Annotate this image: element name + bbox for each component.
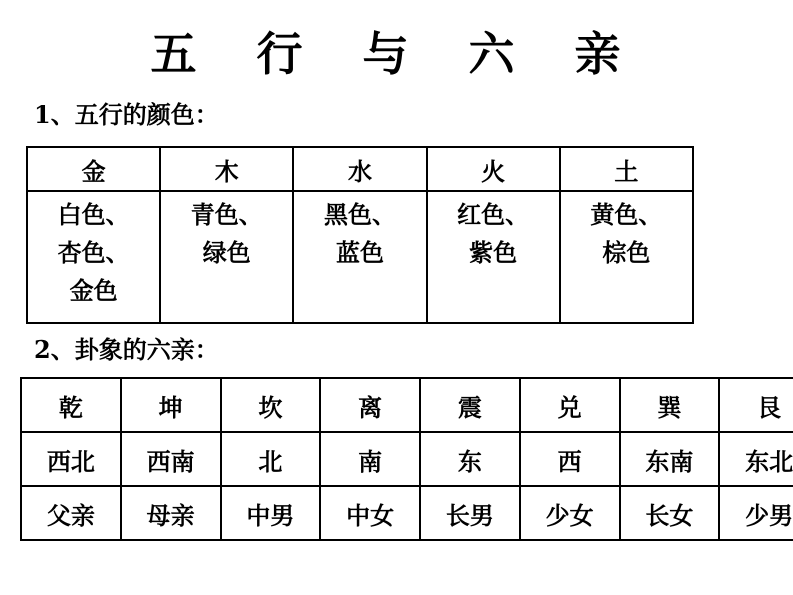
gua-cell: 坤 bbox=[121, 378, 221, 432]
colors-huo bbox=[427, 191, 560, 323]
element-huo: 火 bbox=[427, 147, 560, 191]
relative-cell: 中男 bbox=[221, 486, 321, 540]
relative-cell: 父亲 bbox=[21, 486, 121, 540]
color-item: 绿色 bbox=[202, 239, 251, 267]
colors-tu bbox=[560, 191, 693, 323]
direction-cell: 南 bbox=[320, 432, 420, 486]
element-mu: 木 bbox=[160, 147, 293, 191]
colors-jin bbox=[27, 191, 160, 323]
color-item: 杏色、 bbox=[57, 239, 130, 267]
gua-cell: 乾 bbox=[21, 378, 121, 432]
section1-heading: 1、五行的颜色： bbox=[34, 100, 219, 129]
gua-cell: 坎 bbox=[221, 378, 321, 432]
color-item: 青色、 bbox=[190, 201, 263, 229]
color-item: 黄色、 bbox=[590, 201, 663, 229]
direction-row bbox=[21, 432, 793, 486]
direction-cell: 东北 bbox=[719, 432, 793, 486]
table-row bbox=[27, 191, 693, 323]
gua-cell: 震 bbox=[420, 378, 520, 432]
direction-cell: 西北 bbox=[21, 432, 121, 486]
wuxing-color-table bbox=[26, 146, 694, 324]
relative-cell: 中女 bbox=[320, 486, 420, 540]
direction-cell: 北 bbox=[221, 432, 321, 486]
direction-cell: 东 bbox=[420, 432, 520, 486]
direction-cell: 东南 bbox=[620, 432, 720, 486]
element-shui: 水 bbox=[293, 147, 426, 191]
colors-mu bbox=[160, 191, 293, 323]
color-item: 紫色 bbox=[469, 239, 518, 267]
relative-cell: 少男 bbox=[719, 486, 793, 540]
element-jin: 金 bbox=[27, 147, 160, 191]
relative-cell: 长女 bbox=[620, 486, 720, 540]
color-item: 黑色、 bbox=[323, 201, 396, 229]
relative-cell: 长男 bbox=[420, 486, 520, 540]
color-item: 金色 bbox=[69, 277, 118, 305]
direction-cell: 西 bbox=[520, 432, 620, 486]
relative-cell: 少女 bbox=[520, 486, 620, 540]
gua-cell: 离 bbox=[320, 378, 420, 432]
color-item: 棕色 bbox=[602, 239, 651, 267]
direction-cell: 西南 bbox=[121, 432, 221, 486]
table-header-row bbox=[27, 147, 693, 191]
gua-row bbox=[21, 378, 793, 432]
color-item: 蓝色 bbox=[335, 239, 384, 267]
gua-cell: 巽 bbox=[620, 378, 720, 432]
relative-row bbox=[21, 486, 793, 540]
color-item: 红色、 bbox=[457, 201, 530, 229]
section2-heading: 2、卦象的六亲： bbox=[34, 335, 219, 364]
element-tu: 土 bbox=[560, 147, 693, 191]
gua-cell: 兑 bbox=[520, 378, 620, 432]
gua-relatives-table bbox=[20, 377, 793, 541]
page-title: 五 行 与 六 亲 bbox=[150, 27, 643, 81]
gua-cell: 艮 bbox=[719, 378, 793, 432]
colors-shui bbox=[293, 191, 426, 323]
relative-cell: 母亲 bbox=[121, 486, 221, 540]
color-item: 白色、 bbox=[57, 201, 130, 229]
